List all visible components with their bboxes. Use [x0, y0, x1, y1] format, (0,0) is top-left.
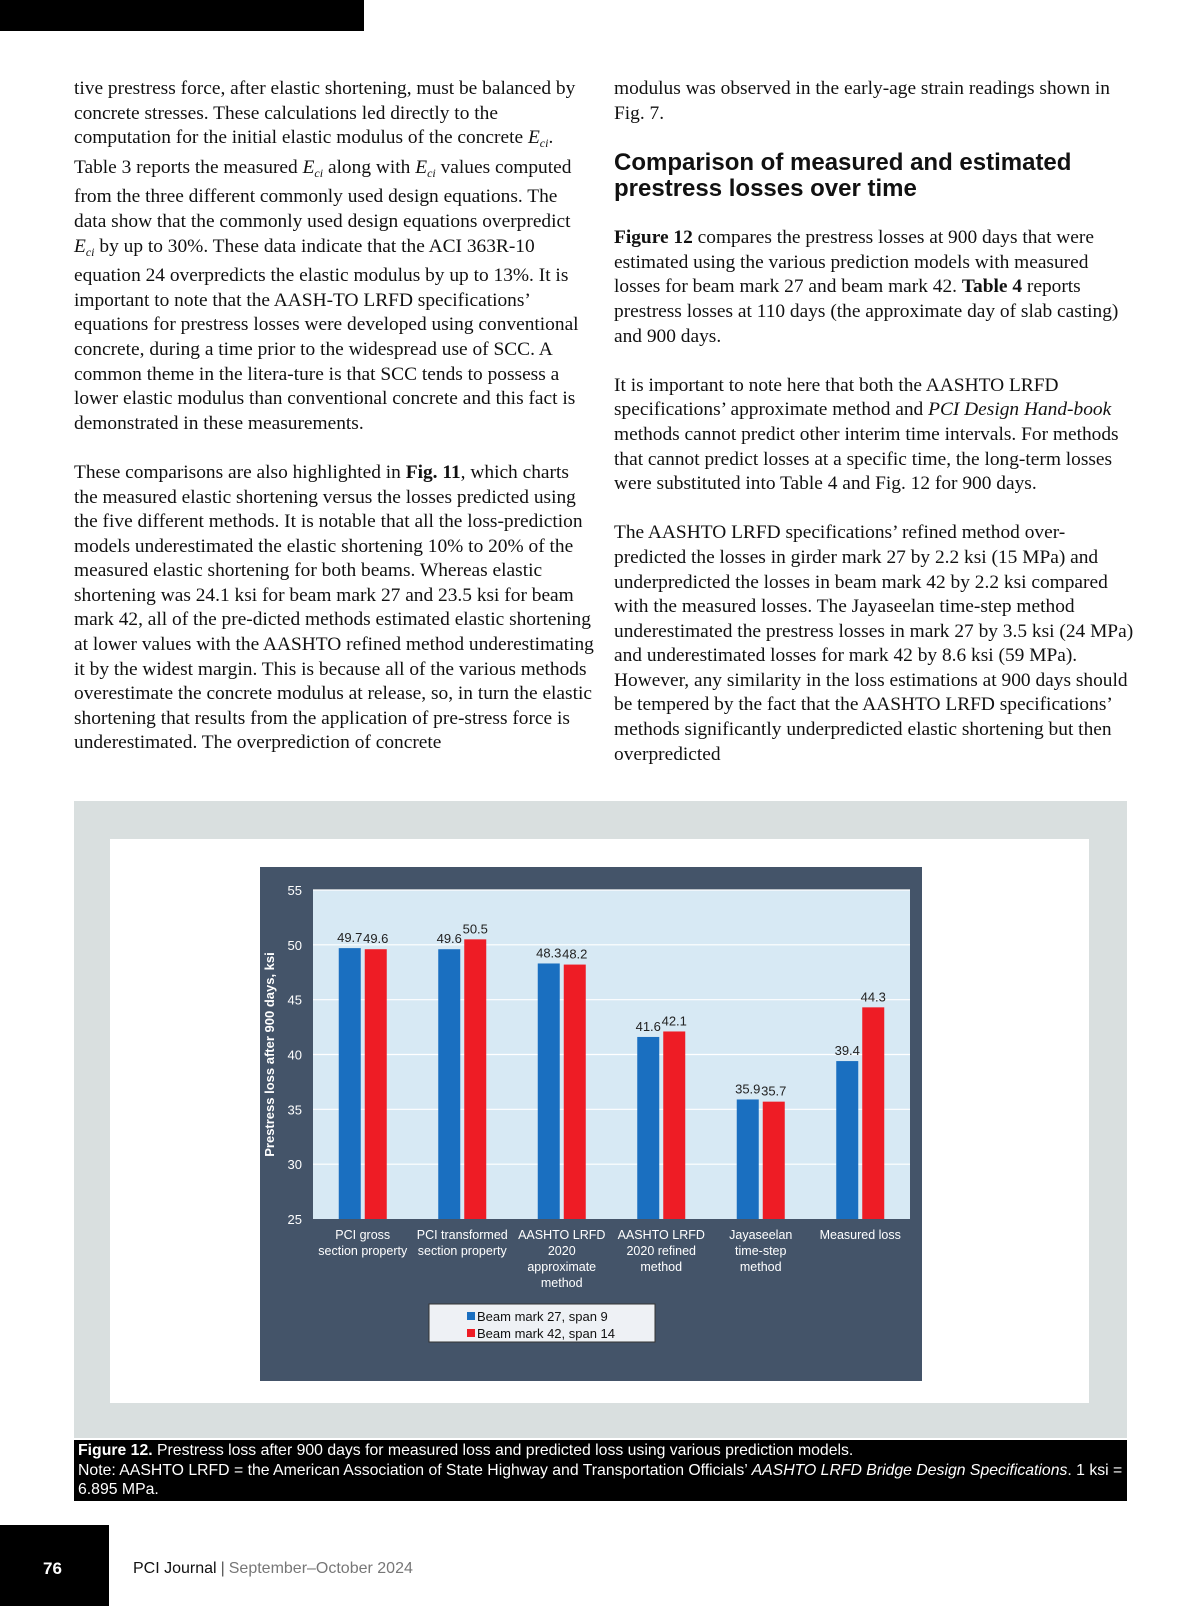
- bar: [464, 939, 486, 1219]
- legend-label: Beam mark 42, span 14: [477, 1326, 616, 1341]
- y-axis-label: Prestress loss after 900 days, ksi: [262, 952, 277, 1157]
- data-label: 50.5: [462, 921, 488, 937]
- x-tick-label: AASHTO LRFD: [617, 1228, 705, 1242]
- right-paragraph-2: It is important to note here that both the AASHTO LRFD specifications’ approximate method and PCI Design Hand-book methods cannot predict other interim time intervals. For methods that cannot predict losses at a specific time, the long-term losses were substituted into Table 4 and Fig. 12 for 900 days.: [614, 374, 1119, 495]
- data-label: 48.2: [562, 946, 588, 962]
- data-label: 35.7: [761, 1083, 787, 1099]
- y-tick-label: 35: [287, 1102, 302, 1118]
- data-label: 41.6: [635, 1018, 661, 1034]
- data-label: 49.6: [363, 931, 389, 947]
- bar: [663, 1031, 685, 1219]
- legend-swatch: [467, 1329, 475, 1337]
- bar: [339, 948, 361, 1219]
- x-tick-label: Jayaseelan: [729, 1228, 793, 1242]
- y-tick-label: 55: [287, 883, 302, 898]
- data-label: 39.4: [834, 1043, 860, 1059]
- x-tick-label: PCI gross: [335, 1228, 391, 1242]
- left-column: [74, 77, 594, 756]
- y-tick-label: 30: [287, 1157, 302, 1173]
- x-tick-label: Measured loss: [819, 1228, 901, 1242]
- footer-journal: PCI Journal | September–October 2024: [133, 1560, 413, 1577]
- fig-11-reference: Fig. 11: [405, 461, 461, 483]
- data-label: 48.3: [536, 945, 562, 961]
- x-tick-label: method: [640, 1260, 683, 1274]
- x-tick-label: 2020: [547, 1244, 576, 1258]
- y-tick-label: 50: [287, 937, 302, 953]
- bar: [836, 1061, 858, 1219]
- table-4-reference: Table 4: [961, 276, 1023, 298]
- figure-12-frame: [74, 801, 1127, 1438]
- bar-chart: [260, 867, 922, 1381]
- right-paragraph-1: Figure 12 compares the prestress losses at 900 days that were estimated using the various prediction models with measured losses for beam mark 27 and beam mark 42. Table 4 reports prestress losses at 110 days (the approximate day of slab casting) and 900 days.: [614, 227, 1119, 347]
- bar: [737, 1099, 759, 1219]
- data-label: 49.7: [337, 930, 363, 946]
- bar: [862, 1007, 884, 1219]
- page-number: 76: [43, 1559, 62, 1578]
- data-label: 35.9: [735, 1081, 761, 1097]
- right-column: [614, 77, 1134, 767]
- bar: [637, 1037, 659, 1219]
- y-tick-label: 25: [287, 1212, 302, 1227]
- x-tick-label: PCI transformed: [416, 1228, 508, 1242]
- bar: [365, 949, 387, 1219]
- x-tick-label: approximate: [527, 1260, 597, 1274]
- x-tick-label: section property: [318, 1244, 408, 1258]
- data-label: 42.1: [661, 1013, 687, 1029]
- y-tick-label: 40: [287, 1047, 302, 1063]
- left-paragraph-2: These comparisons are also highlighted in Fig. 11, which charts the measured elastic shortening versus the losses predicted using the five different methods. It is notable that all the loss-prediction models underestimated the elastic shortening 10% to 20% of the measured elastic shortening for both beams. Whereas elastic shortening was 24.1 ksi for beam mark 27 and 23.5 ksi for beam mark 42, all of the pre-dicted methods estimated elastic shortening at lower values with the AASHTO refined method underestimating it by the widest margin. This is because all of the various methods overestimate the concrete modulus at release, so, in turn the elastic shortening that results from the application of pre-stress force is underestimated. The overprediction of concrete: [74, 461, 594, 754]
- bar: [564, 965, 586, 1219]
- x-tick-label: 2020 refined: [626, 1244, 697, 1258]
- right-paragraph-3: The AASHTO LRFD specifications’ refined method over-predicted the losses in girder mark 27 by 2.2 ksi (15 MPa) and underpredicted the losses in beam mark 42 by 2.2 ksi compared with the measured losses. The Jayaseelan time-step method underestimated the prestress losses in mark 27 by 3.5 ksi (24 MPa) and underestimated losses for mark 42 by 8.6 ksi (59 MPa). However, any similarity in the loss estimations at 900 days should be tempered by the fact that the AASHTO LRFD specifications’ methods significantly underpredicted elastic shortening but then overpredicted: [614, 522, 1134, 765]
- data-label: 44.3: [860, 989, 886, 1005]
- data-label: 49.6: [436, 931, 462, 947]
- section-heading: Comparison of measured and estimated prestress losses over time: [614, 149, 1072, 203]
- x-tick-label: method: [540, 1276, 583, 1290]
- legend-swatch: [467, 1312, 475, 1320]
- top-black-bar: [0, 0, 364, 31]
- left-paragraph-1: tive prestress force, after elastic shortening, must be balanced by concrete stresses. These calculations led directly to the computation for the initial elastic modulus of the concrete $E_{ci}$. Table 3 reports the measured $E_{ci}$ along with $E_{ci}$ values computed from the three different commonly used design equations. The data show that the commonly used design equations overpredict $E_{ci}$ by up to 30%. These data indicate that the ACI 363R-10 equation 24 overpredicts the elastic modulus by up to 13%. It is important to note that the AASH-TO LRFD specifications’ equations for prestress losses were developed using conventional concrete, during a time prior to the widespread use of SCC. A common theme in the litera-ture is that SCC tends to possess a lower elastic modulus than conventional concrete and this fact is demonstrated in these measurements.: [74, 78, 579, 434]
- fig-12-reference: Figure 12: [614, 227, 693, 249]
- x-tick-label: AASHTO LRFD: [518, 1228, 606, 1242]
- x-tick-label: method: [739, 1260, 782, 1274]
- bar: [763, 1102, 785, 1219]
- bar: [438, 949, 460, 1219]
- legend-label: Beam mark 27, span 9: [477, 1309, 608, 1324]
- y-tick-label: 45: [287, 992, 302, 1008]
- figure-caption: Figure 12. Prestress loss after 900 days for measured loss and predicted loss using various prediction models. Note: AASHTO LRFD = the American Association of State Highway and Transportation Officials’ AASHTO LRFD Bridge Design Specifications. 1 ksi = 6.895 MPa.: [74, 1440, 1127, 1501]
- x-tick-label: time-step: [735, 1244, 787, 1258]
- x-tick-label: section property: [417, 1244, 507, 1258]
- caption-label: Figure 12.: [78, 1442, 153, 1459]
- right-paragraph-0: modulus was observed in the early-age strain readings shown in Fig. 7.: [614, 78, 1110, 124]
- bar: [538, 963, 560, 1219]
- figure-12-inner: [110, 839, 1089, 1403]
